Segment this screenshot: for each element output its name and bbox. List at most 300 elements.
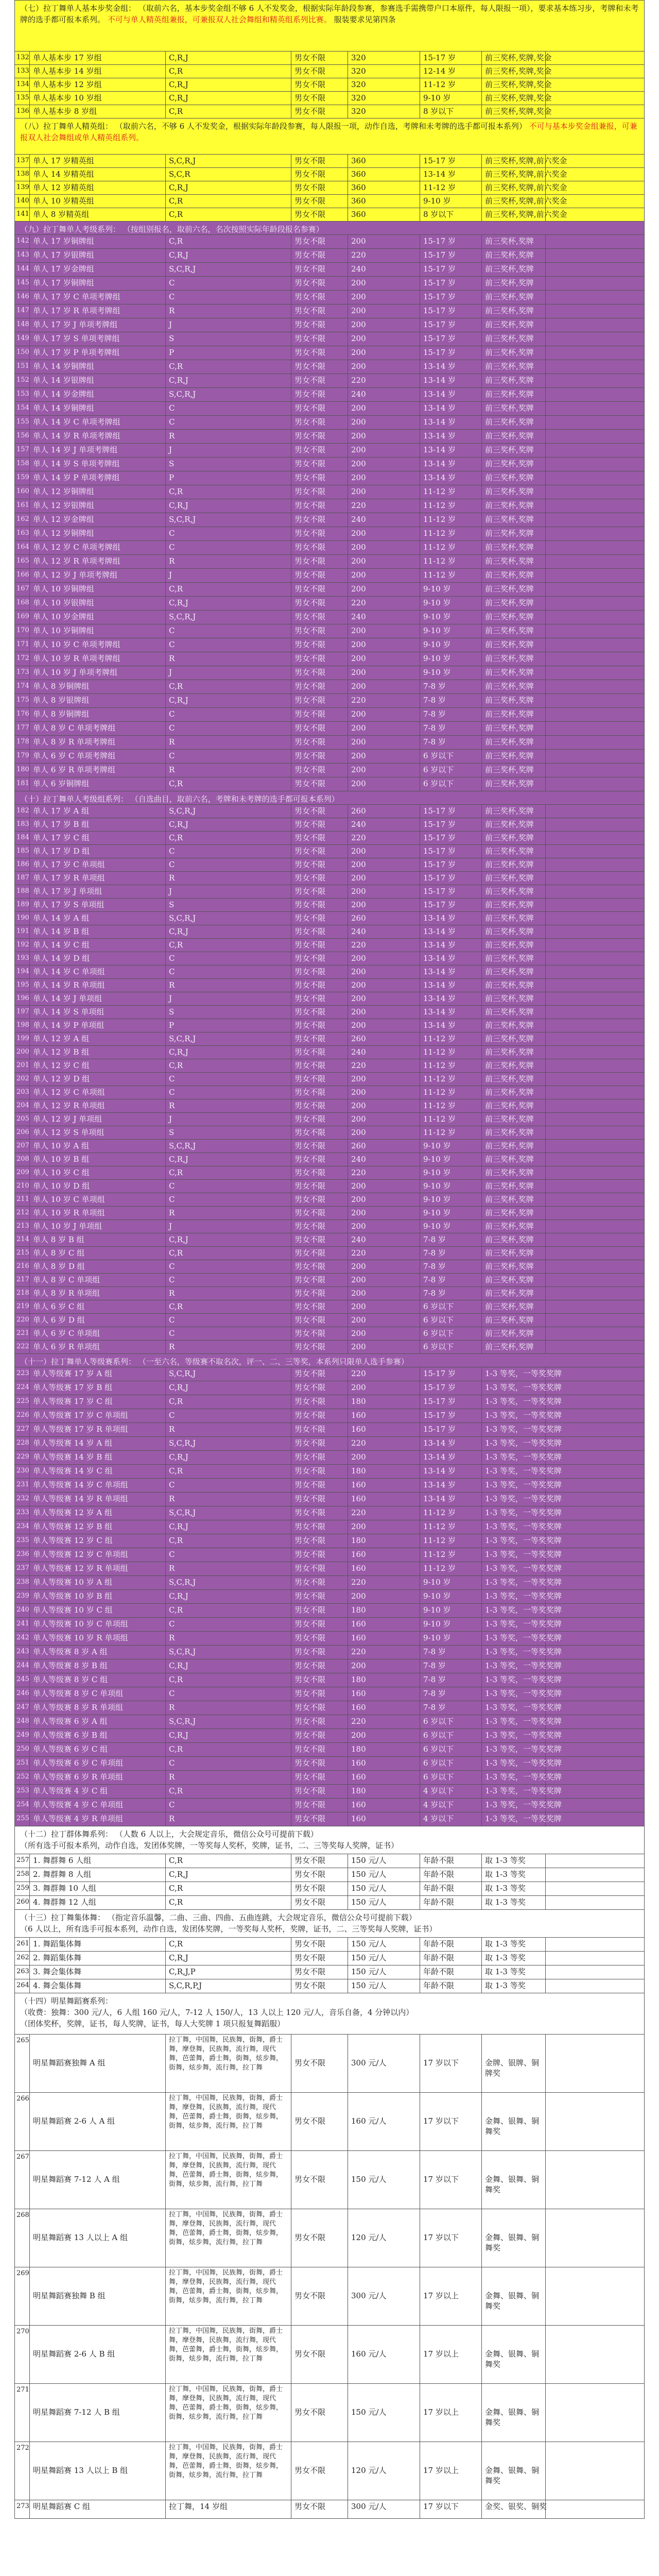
cell-age: 15-17 岁 [420,885,482,898]
cell-event: 单人 17 岁 A 组 [30,805,166,818]
cell-fee: 200 [348,1590,420,1603]
table-row [14,1701,645,1715]
cell-age: 8 岁以下 [420,105,482,118]
table-row [14,1314,645,1327]
cell-dances: C [166,416,291,429]
cell-fee: 320 [348,65,420,78]
cell-fee: 200 [348,736,420,749]
table-row [14,2209,645,2267]
cell-dances: C [166,1757,291,1770]
table-row [14,777,645,791]
cell-dances: C [166,1260,291,1273]
cell-age: 13-14 岁 [420,444,482,457]
cell-no: 159 [14,471,30,485]
cell-gender: 男女不限 [291,1140,348,1153]
cell-dances: C,R [166,1785,291,1798]
cell-no: 210 [14,1180,30,1193]
cell-age: 11-12 岁 [420,527,482,540]
cell-gender: 男女不限 [291,1006,348,1019]
table-row [14,1715,645,1729]
cell-age: 4 岁以下 [420,1799,482,1812]
cell-award: 前三奖杯,奖牌 [482,1166,546,1179]
table-row [14,555,645,569]
cell-award: 前三奖杯,奖牌 [482,885,546,898]
cell-award: 取 1-3 等奖 [482,1854,546,1868]
cell-dances: C [166,952,291,965]
cell-gender: 男女不限 [291,65,348,78]
cell-age: 15-17 岁 [420,291,482,304]
cell-fee: 200 [348,750,420,763]
cell-gender: 男女不限 [291,708,348,721]
table-row [14,541,645,555]
cell-no: 242 [14,1632,30,1645]
cell-no: 240 [14,1604,30,1617]
cell-award: 前三奖杯,奖牌 [482,1046,546,1059]
cell-event: 单人等级赛 12 岁 B 组 [30,1520,166,1534]
cell-age: 年龄不限 [420,1868,482,1882]
cell-award: 1-3 等奖，一等奖奖牌 [482,1437,546,1450]
cell-gender: 男女不限 [291,611,348,624]
table-row [14,235,645,249]
cell-age: 7-8 岁 [420,1233,482,1246]
cell-fee: 200 [348,885,420,898]
cell-age: 11-12 岁 [420,1113,482,1126]
cell-award: 前三奖杯,奖牌 [482,249,546,262]
cell-event: 单人等级赛 10 岁 C 组 [30,1604,166,1617]
section-9-note: （按组别报名，取前六名，名次按照实际年龄段报名参赛） [123,225,324,234]
cell-event: 单人 17 岁银牌组 [30,249,166,262]
cell-event: 单人 6 岁 C 单项组 [30,1327,166,1340]
cell-dances: C [166,624,291,638]
cell-gender: 男女不限 [291,1632,348,1645]
cell-event: 单人等级赛 10 岁 A 组 [30,1576,166,1589]
cell-award: 前三奖杯,奖牌 [482,952,546,965]
cell-dances: 拉丁舞，中国舞，民族舞，街舞，爵士舞，摩登舞，民族舞，流行舞，现代舞，芭蕾舞，爵士舞，街舞，炫步舞，街舞，炫步舞，流行舞，拉丁舞 [166,2384,291,2442]
cell-dances: J [166,885,291,898]
table-row [14,1260,645,1274]
cell-gender: 男女不限 [291,1548,348,1562]
cell-gender: 男女不限 [291,1327,348,1340]
cell-event: 单人 17 岁 R 单项考牌组 [30,304,166,318]
cell-gender: 男女不限 [291,318,348,332]
table-row [14,1086,645,1099]
cell-award: 前三奖杯,奖牌 [482,992,546,1005]
cell-award: 前三奖杯,奖牌 [482,291,546,304]
section-11-title: （十一）拉丁舞单人等级赛系列： [20,1357,136,1366]
cell-age: 年龄不限 [420,1854,482,1868]
cell-gender: 男女不限 [291,1193,348,1206]
cell-event: 单人等级赛 12 岁 C 组 [30,1534,166,1548]
cell-age: 9-10 岁 [420,1632,482,1645]
cell-no: 136 [14,105,30,118]
cell-award: 金舞、银舞、铜舞奖 [482,2442,546,2500]
cell-event: 单人等级赛 14 岁 C 组 [30,1465,166,1478]
cell-gender: 男女不限 [291,1166,348,1179]
cell-gender: 男女不限 [291,992,348,1005]
cell-no: 209 [14,1166,30,1179]
cell-gender: 男女不限 [291,925,348,938]
section-13-title: （十三）拉丁舞集体舞： [20,1913,106,1922]
cell-award: 前三奖杯,奖牌 [482,1059,546,1072]
cell-gender: 男女不限 [291,235,348,248]
cell-age: 15-17 岁 [420,1395,482,1409]
cell-fee: 300 元/人 [348,2035,420,2092]
cell-no: 221 [14,1327,30,1340]
cell-age: 15-17 岁 [420,899,482,911]
cell-no: 269 [14,2267,30,2325]
table-row [14,899,645,912]
cell-award: 前三奖杯,奖牌 [482,332,546,346]
table-row [14,872,645,885]
table-row [14,805,645,818]
cell-age: 11-12 岁 [420,1059,482,1072]
table-row [14,979,645,992]
cell-award: 前三奖杯,奖牌 [482,1126,546,1139]
cell-award: 前三奖杯,奖牌 [482,777,546,791]
cell-gender: 男女不限 [291,1381,348,1395]
cell-award: 1-3 等奖，一等奖奖牌 [482,1367,546,1381]
cell-dances: R [166,736,291,749]
section-10-header [14,791,645,805]
cell-fee: 180 [348,1673,420,1687]
table-row [14,105,645,118]
cell-no: 176 [14,708,30,721]
cell-no: 233 [14,1506,30,1520]
table-row [14,360,645,374]
cell-age: 8 岁以下 [420,208,482,221]
cell-dances: R [166,430,291,443]
cell-gender: 男女不限 [291,1952,348,1965]
cell-award: 取 1-3 等奖 [482,1868,546,1882]
cell-dances: S,C,R,J [166,1437,291,1450]
cell-age: 6 岁以下 [420,1729,482,1742]
cell-gender: 男女不限 [291,346,348,360]
cell-gender: 男女不限 [291,777,348,791]
cell-dances: C,R [166,583,291,596]
cell-age: 9-10 岁 [420,583,482,596]
table-row [14,1193,645,1207]
cell-award: 前三奖杯,奖牌 [482,899,546,911]
cell-fee: 160 元/人 [348,2326,420,2383]
table-row [14,1729,645,1743]
table-row [14,1952,645,1965]
cell-award: 前三奖杯,奖牌 [482,750,546,763]
table-row [14,346,645,360]
cell-award: 1-3 等奖，一等奖奖牌 [482,1659,546,1673]
cell-gender: 男女不限 [291,1153,348,1166]
cell-fee: 200 [348,1341,420,1353]
cell-dances: C,R,J [166,249,291,262]
cell-gender: 男女不限 [291,555,348,568]
cell-award: 前三奖杯,奖牌 [482,1006,546,1019]
cell-fee: 200 [348,722,420,735]
cell-event: 单人 12 岁铜牌组 [30,527,166,540]
section-12-rows [14,1854,645,1910]
cell-age: 6 岁以下 [420,1715,482,1728]
cell-dances: C [166,1086,291,1099]
cell-award: 前三奖杯,奖牌 [482,1113,546,1126]
section-8-note-red: 不可与基本步奖金组兼报，可兼报双人社会舞组或单人精英组系列。 [20,122,637,142]
cell-no: 208 [14,1153,30,1166]
table-row [14,65,645,78]
cell-fee: 160 [348,1701,420,1715]
cell-award: 取 1-3 等奖 [482,1965,546,1979]
cell-award: 前三奖杯,奖牌 [482,845,546,858]
cell-fee: 200 [348,965,420,978]
cell-fee: 360 [348,195,420,208]
cell-age: 11-12 岁 [420,541,482,554]
cell-fee: 160 [348,1493,420,1506]
cell-fee: 200 [348,979,420,992]
cell-fee: 360 [348,181,420,194]
cell-dances: S,C,R,J [166,912,291,925]
cell-event: 3. 舞会集体舞 [30,1965,166,1979]
cell-fee: 220 [348,597,420,610]
cell-award: 前三奖杯,奖牌 [482,666,546,680]
table-row [14,155,645,168]
table-row [14,249,645,263]
cell-gender: 男女不限 [291,2209,348,2267]
cell-gender: 男女不限 [291,722,348,735]
cell-award: 前三奖杯,奖牌 [482,1086,546,1099]
table-row [14,912,645,925]
table-row [14,2326,645,2384]
cell-dances: C,R [166,485,291,499]
cell-gender: 男女不限 [291,402,348,415]
cell-fee: 120 元/人 [348,2442,420,2500]
cell-no: 259 [14,1882,30,1895]
cell-event: 单人 12 岁 C 单项考牌组 [30,541,166,554]
cell-no: 201 [14,1059,30,1072]
table-row [14,1520,645,1534]
cell-age: 9-10 岁 [420,638,482,652]
cell-dances: S,C,R,J [166,1140,291,1153]
cell-gender: 男女不限 [291,1113,348,1126]
cell-event: 单人 17 岁 C 单项组 [30,858,166,871]
table-row [14,952,645,965]
cell-dances: C,R,J [166,181,291,194]
section-14-title: （十四）明星舞蹈赛系列： [20,1996,113,2006]
cell-no: 252 [14,1771,30,1784]
cell-fee: 160 [348,1423,420,1436]
cell-age: 11-12 岁 [420,181,482,194]
cell-age: 13-14 岁 [420,1465,482,1478]
cell-no: 238 [14,1576,30,1589]
cell-age: 7-8 岁 [420,1247,482,1260]
cell-age: 11-12 岁 [420,1520,482,1534]
cell-gender: 男女不限 [291,332,348,346]
cell-dances: C [166,1799,291,1812]
cell-fee: 200 [348,1260,420,1273]
cell-dances: R [166,1287,291,1300]
cell-gender: 男女不限 [291,1743,348,1756]
cell-event: 单人 12 岁铜牌组 [30,485,166,499]
cell-award: 1-3 等奖，一等奖奖牌 [482,1632,546,1645]
cell-age: 13-14 岁 [420,1451,482,1464]
cell-no: 229 [14,1451,30,1464]
cell-fee: 260 [348,1032,420,1045]
table-row [14,1059,645,1073]
cell-event: 单人等级赛 6 岁 C 单项组 [30,1757,166,1770]
cell-no: 219 [14,1300,30,1313]
cell-no: 165 [14,555,30,568]
cell-fee: 200 [348,1099,420,1112]
section-10-note: （自选曲目，取前六名，考牌和未考牌的选手都可报本系列） [130,794,339,804]
cell-no: 230 [14,1465,30,1478]
cell-no: 186 [14,858,30,871]
cell-dances: C,R [166,208,291,221]
cell-award: 前三奖杯,奖牌 [482,1274,546,1286]
table-row [14,1099,645,1113]
cell-age: 15-17 岁 [420,1381,482,1395]
cell-gender: 男女不限 [291,1659,348,1673]
cell-age: 13-14 岁 [420,374,482,387]
cell-age: 11-12 岁 [420,1506,482,1520]
cell-event: 单人等级赛 14 岁 A 组 [30,1437,166,1450]
cell-award: 前三奖杯,奖牌 [482,832,546,844]
cell-age: 9-10 岁 [420,1166,482,1179]
cell-no: 235 [14,1534,30,1548]
cell-no: 214 [14,1233,30,1246]
cell-dances: C,R,J [166,1520,291,1534]
cell-gender: 男女不限 [291,858,348,871]
cell-gender: 男女不限 [291,1207,348,1219]
cell-award: 金舞、银舞、铜舞奖 [482,2267,546,2325]
cell-award: 前三奖杯,奖牌 [482,912,546,925]
cell-no: 169 [14,611,30,624]
cell-age: 13-14 岁 [420,416,482,429]
cell-dances: C,R,J [166,78,291,91]
cell-no: 158 [14,457,30,471]
cell-age: 13-14 岁 [420,457,482,471]
cell-dances: R [166,1632,291,1645]
cell-age: 6 岁以下 [420,1743,482,1756]
cell-dances: C,R [166,1938,291,1951]
cell-award: 1-3 等奖，一等奖奖牌 [482,1465,546,1478]
section-13-header [14,1910,645,1938]
cell-age: 9-10 岁 [420,1220,482,1233]
cell-event: 单人 6 岁 C 组 [30,1300,166,1313]
cell-fee: 200 [348,764,420,777]
cell-fee: 360 [348,208,420,221]
section-14-rows [14,2035,645,2500]
cell-event: 单人等级赛 14 岁 C 单项组 [30,1479,166,1492]
cell-fee: 240 [348,513,420,527]
table-row [14,1032,645,1046]
table-row [14,1854,645,1868]
cell-dances: R [166,1341,291,1353]
cell-dances: S [166,1006,291,1019]
section-12-title: （十二）拉丁群体舞系列： [20,1829,113,1839]
cell-event: 单人 14 岁 A 组 [30,912,166,925]
cell-fee: 150 元/人 [348,1979,420,1993]
cell-no: 241 [14,1618,30,1631]
cell-event: 单人 10 岁精英组 [30,195,166,208]
cell-age: 15-17 岁 [420,346,482,360]
cell-fee: 200 [348,777,420,791]
table-row [14,1153,645,1166]
cell-award: 1-3 等奖，一等奖奖牌 [482,1562,546,1575]
cell-dances: C,R [166,65,291,78]
cell-no: 187 [14,872,30,885]
cell-fee: 200 [348,1451,420,1464]
cell-award: 前三奖杯,奖牌 [482,736,546,749]
table-row [14,444,645,457]
cell-gender: 男女不限 [291,694,348,707]
cell-fee: 180 [348,1785,420,1798]
cell-gender: 男女不限 [291,1715,348,1728]
cell-award: 取 1-3 等奖 [482,1896,546,1909]
section-13-note-2: （6 人以上，所有选手可报本系列，动作自选，发团体奖牌，一等奖每人奖杯，奖牌，证书，二、三等奖每人奖牌，证书） [20,1924,437,1934]
cell-event: 单人 17 岁 R 单项组 [30,872,166,885]
cell-event: 单人 10 岁 B 组 [30,1153,166,1166]
cell-fee: 220 [348,374,420,387]
cell-age: 15-17 岁 [420,818,482,831]
cell-gender: 男女不限 [291,1423,348,1436]
cell-dances: C [166,722,291,735]
section-13-note: （指定音乐温馨，二曲、三曲、四曲、五曲连跳，大会规定音乐，微信公众号可提前下载） [107,1913,417,1922]
table-row [14,1562,645,1576]
cell-fee: 220 [348,1437,420,1450]
cell-event: 单人 12 岁 R 单项考牌组 [30,555,166,568]
cell-event: 单人 14 岁 R 单项考牌组 [30,430,166,443]
cell-fee: 180 [348,1604,420,1617]
cell-dances: C,R [166,195,291,208]
cell-dances: J [166,1113,291,1126]
cell-dances: R [166,1207,291,1219]
cell-fee: 300 元/人 [348,2500,420,2518]
cell-dances: J [166,444,291,457]
cell-gender: 男女不限 [291,736,348,749]
table-row [14,1979,645,1993]
cell-fee: 160 [348,1632,420,1645]
cell-event: 单人 12 岁 C 单项组 [30,1086,166,1099]
cell-fee: 200 [348,666,420,680]
cell-fee: 160 [348,1562,420,1575]
cell-award: 金舞、银舞、铜舞奖 [482,2209,546,2267]
cell-no: 261 [14,1938,30,1951]
cell-dances: C,R [166,680,291,693]
cell-no: 203 [14,1086,30,1099]
cell-fee: 180 [348,1465,420,1478]
cell-event: 单人等级赛 4 岁 R 单项组 [30,1812,166,1826]
cell-gender: 男女不限 [291,2442,348,2500]
cell-dances: C [166,708,291,721]
cell-no: 139 [14,181,30,194]
cell-award: 前三奖杯,奖牌 [482,235,546,248]
cell-event: 单人 8 岁 D 组 [30,1260,166,1273]
cell-award: 前三奖杯,奖牌 [482,1207,546,1219]
cell-age: 11-12 岁 [420,1046,482,1059]
cell-fee: 240 [348,263,420,276]
cell-dances: R [166,1099,291,1112]
table-row [14,569,645,583]
section-8-note: （取前六名，不够 6 人不发奖金，根据实际年龄段参赛，每人限报一项，动作自选，考牌和未考牌的选手都可报本系列） [115,122,527,131]
cell-event: 单人等级赛 6 岁 R 单项组 [30,1771,166,1784]
cell-award: 取 1-3 等奖 [482,1882,546,1895]
table-row [14,1341,645,1354]
cell-gender: 男女不限 [291,485,348,499]
cell-age: 11-12 岁 [420,513,482,527]
cell-no: 205 [14,1113,30,1126]
cell-dances: C,R [166,1059,291,1072]
section-7-note-2: 服装要求见第四条 [334,15,396,24]
cell-fee: 150 元/人 [348,1896,420,1909]
cell-award: 前三奖杯,奖牌 [482,1341,546,1353]
cell-event: 单人 14 岁 P 单项考牌组 [30,471,166,485]
cell-age: 7-8 岁 [420,722,482,735]
cell-fee: 200 [348,1381,420,1395]
